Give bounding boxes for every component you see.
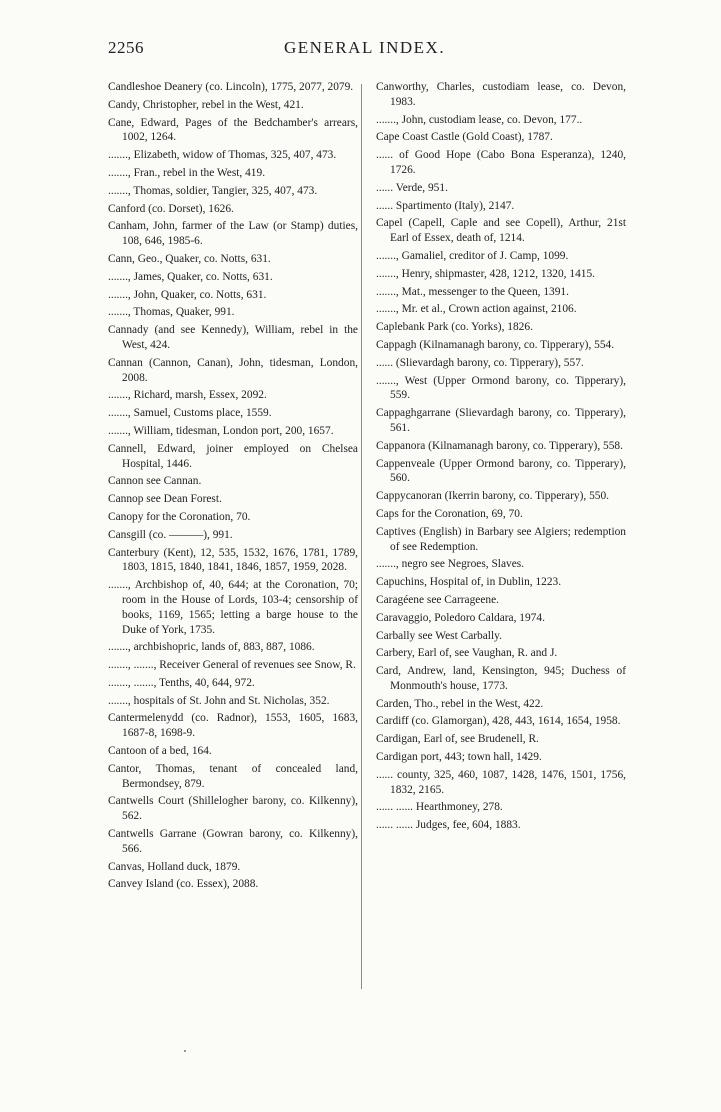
- index-entry: Cappenveale (Upper Ormond barony, co. Tipperary), 560.: [376, 457, 626, 485]
- index-entry: Canvey Island (co. Essex), 2088.: [108, 878, 259, 891]
- index-entry: ......., negro see Negroes, Slaves.: [376, 558, 525, 571]
- index-entry: Canopy for the Coronation, 70.: [108, 510, 251, 523]
- index-entry: Cantor, Thomas, tenant of concealed land, Bermondsey, 879.: [108, 762, 358, 790]
- index-entry: Caragéene see Carrageene.: [376, 593, 499, 606]
- column-divider: [361, 84, 362, 989]
- index-entry: Cantwells Garrane (Gowran barony, co. Kilkenny), 566.: [108, 828, 358, 855]
- index-entry: Canvas, Holland duck, 1879.: [108, 860, 241, 873]
- index-entry: Cansgill (co. ———), 991.: [108, 528, 233, 541]
- index-entry: Cannell, Edward, joiner employed on Chelsea Hospital, 1446.: [108, 442, 358, 470]
- index-entry: ......., John, Quaker, co. Notts, 631.: [108, 288, 267, 301]
- left-column: [108, 80, 358, 895]
- index-entry: Caplebank Park (co. Yorks), 1826.: [376, 321, 533, 334]
- index-entry: ...... ...... Hearthmoney, 278.: [376, 801, 503, 814]
- index-entry: ......., Henry, shipmaster, 428, 1212, 1320, 1415.: [376, 267, 596, 280]
- index-entry: Cann, Geo., Quaker, co. Notts, 631.: [108, 252, 271, 265]
- index-entry: ......., Richard, marsh, Essex, 2092.: [108, 389, 267, 402]
- index-entry: ......., Thomas, Quaker, 991.: [108, 306, 235, 319]
- index-entry: Carden, Tho., rebel in the West, 422.: [376, 697, 544, 710]
- index-entry: Canham, John, farmer of the Law (or Stamp) duties, 108, 646, 1985-6.: [108, 220, 358, 248]
- index-entry: ...... Spartimento (Italy), 2147.: [376, 199, 515, 212]
- index-entry: Cannon see Cannan.: [108, 475, 202, 488]
- index-entry: Candleshoe Deanery (co. Lincoln), 1775, 2077, 2079.: [108, 81, 354, 93]
- index-entry: ......., ......., Receiver General of revenues see Snow, R.: [108, 659, 356, 672]
- index-entry: Capuchins, Hospital of, in Dublin, 1223.: [376, 576, 562, 589]
- index-entry: Cappaghgarrane (Slievardagh barony, co. Tipperary), 561.: [376, 407, 626, 434]
- index-entry: Carbery, Earl of, see Vaughan, R. and J.: [376, 647, 558, 660]
- index-entry: Cane, Edward, Pages of the Bedchamber's arrears, 1002, 1264.: [108, 116, 358, 144]
- index-entry: Carbally see West Carbally.: [376, 629, 502, 642]
- index-entry: ......., Mat., messenger to the Queen, 1391.: [376, 285, 569, 298]
- index-entry: Canworthy, Charles, custodiam lease, co. Devon, 1983.: [376, 81, 626, 108]
- index-entry: Captives (English) in Barbary see Algiers; redemption of see Redemption.: [376, 525, 626, 553]
- index-entry: Caps for the Coronation, 69, 70.: [376, 507, 523, 520]
- index-entry: ......., William, tidesman, London port, 200, 1657.: [108, 424, 334, 437]
- index-entry: Cannan (Cannon, Canan), John, tidesman, London, 2008.: [108, 356, 358, 384]
- index-entry: ......., John, custodiam lease, co. Devon, 177..: [376, 113, 583, 126]
- index-entry: ......., Fran., rebel in the West, 419.: [108, 166, 266, 179]
- index-entry: Cantwells Court (Shillelogher barony, co. Kilkenny), 562.: [108, 795, 358, 823]
- index-entry: Cantoon of a bed, 164.: [108, 745, 212, 758]
- index-entry: ......., archbishopric, lands of, 883, 887, 1086.: [108, 641, 315, 654]
- index-entry: Card, Andrew, land, Kensington, 945; Duchess of Monmouth's house, 1773.: [376, 665, 626, 692]
- index-entry: ......., Archbishop of, 40, 644; at the Coronation, 70; room in the House of Lords, 103-4; censorship of books, 1169, 1565; letting a barge house to the Duke of York, 1735.: [108, 579, 358, 636]
- index-entry: ......., Gamaliel, creditor of J. Camp, 1099.: [376, 249, 569, 262]
- index-entry: ...... Verde, 951.: [376, 181, 448, 194]
- index-entry: ......., Thomas, soldier, Tangier, 325, 407, 473.: [108, 184, 318, 197]
- index-entry: Candy, Christopher, rebel in the West, 421.: [108, 98, 304, 111]
- speck: [184, 1050, 186, 1052]
- index-entry: ......., Mr. et al., Crown action against, 2106.: [376, 303, 577, 316]
- index-entry: Cappycanoran (Ikerrin barony, co. Tipperary), 550.: [376, 490, 610, 503]
- index-entry: Cantermelenydd (co. Radnor), 1553, 1605, 1683, 1687-8, 1698-9.: [108, 712, 358, 740]
- index-entry: Canterbury (Kent), 12, 535, 1532, 1676, 1781, 1789, 1803, 1815, 1840, 1841, 1846, 1857, 1959, 2028.: [108, 546, 358, 574]
- index-entry: Cannady (and see Kennedy), William, rebel in the West, 424.: [108, 324, 358, 351]
- index-entry: Cardigan, Earl of, see Brudenell, R.: [376, 733, 539, 746]
- index-entry: ...... county, 325, 460, 1087, 1428, 1476, 1501, 1756, 1832, 2165.: [376, 768, 626, 796]
- index-entry: Capel (Capell, Caple and see Copell), Arthur, 21st Earl of Essex, death of, 1214.: [376, 217, 626, 245]
- running-title: GENERAL INDEX.: [284, 38, 446, 57]
- index-entry: ......., Samuel, Customs place, 1559.: [108, 407, 272, 420]
- page-header: [108, 38, 616, 62]
- index-entry: Cape Coast Castle (Gold Coast), 1787.: [376, 131, 553, 144]
- index-entry: Cardiff (co. Glamorgan), 428, 443, 1614, 1654, 1958.: [376, 715, 621, 728]
- index-entry: Cannop see Dean Forest.: [108, 493, 222, 506]
- index-entry: Cardigan port, 443; town hall, 1429.: [376, 751, 542, 764]
- index-entry: ......., West (Upper Ormond barony, co. Tipperary), 559.: [376, 374, 626, 402]
- index-entry: ......., ......., Tenths, 40, 644, 972.: [108, 676, 255, 689]
- right-column: [376, 80, 626, 836]
- index-entry: ......., hospitals of St. John and St. Nicholas, 352.: [108, 694, 330, 707]
- page-number: 2256: [108, 38, 144, 57]
- index-entry: Cappagh (Kilnamanagh barony, co. Tipperary), 554.: [376, 338, 615, 351]
- index-entry: Cappanora (Kilnamanagh barony, co. Tipperary), 558.: [376, 439, 623, 452]
- index-entry: ...... (Slievardagh barony, co. Tipperary), 557.: [376, 356, 584, 369]
- index-entry: ......., James, Quaker, co. Notts, 631.: [108, 270, 273, 283]
- index-entry: Caravaggio, Poledoro Caldara, 1974.: [376, 611, 545, 624]
- index-entry: ...... ...... Judges, fee, 604, 1883.: [376, 819, 521, 832]
- index-entry: ......., Elizabeth, widow of Thomas, 325, 407, 473.: [108, 149, 337, 162]
- index-entry: Canford (co. Dorset), 1626.: [108, 202, 234, 215]
- index-entry: ...... of Good Hope (Cabo Bona Esperanza), 1240, 1726.: [376, 149, 626, 176]
